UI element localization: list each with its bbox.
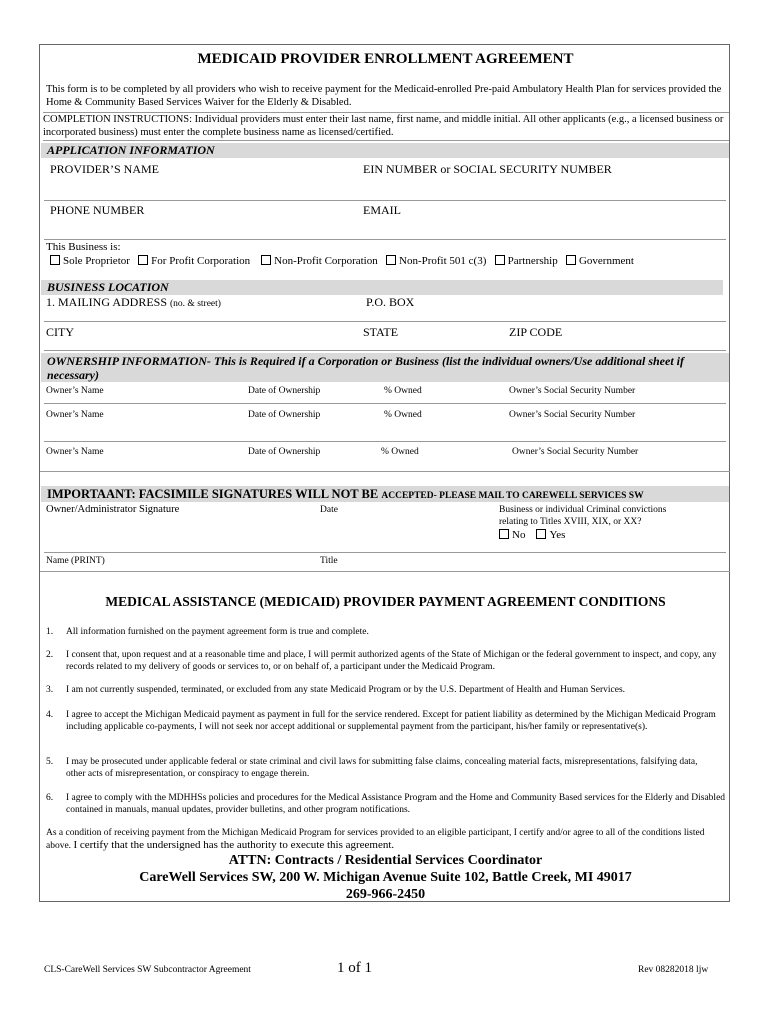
condition-item: 1. All information furnished on the payment agreement form is true and complete.: [46, 627, 369, 637]
condition-item: 3. I am not currently suspended, terminated, or excluded from any state Medicaid Program or by the U.S. Department of Health and Human Services.: [46, 685, 626, 695]
po-box-label: P.O. BOX: [366, 295, 415, 309]
provider-name-line[interactable]: [44, 200, 726, 201]
signature-line[interactable]: [44, 552, 726, 553]
owned-pct-label: % Owned: [381, 447, 419, 457]
checkbox[interactable]: [536, 529, 546, 539]
owner-ssn-label: Owner’s Social Security Number: [509, 410, 636, 420]
owner-row-line[interactable]: [44, 403, 726, 404]
ein-label: EIN NUMBER or SOCIAL SECURITY NUMBER: [363, 162, 612, 176]
application-info-header: APPLICATION INFORMATION: [41, 143, 729, 158]
title-label: Title: [320, 556, 338, 566]
opt-government[interactable]: Government: [566, 255, 634, 267]
ownership-header: OWNERSHIP INFORMATION- This is Required if a Corporation or Business (list the individual owners/Use additional sheet if necessary): [41, 353, 729, 382]
criminal-question-2: relating to Titles XVIII, XIX, or XX?: [499, 517, 642, 527]
ownership-date-label: Date of Ownership: [248, 410, 321, 420]
condition-item: 2. I consent that, upon request and at a reasonable time and place, I will permit authorized agents of the State of Michigan or the federal government to inspect, and copy, any records related to my delivery of goods or services to, or on behalf of, a participant under the Medicaid Program.: [46, 650, 717, 672]
checkbox[interactable]: [499, 529, 509, 539]
closing-statement: As a condition of receiving payment from the Michigan Medicaid Program for services provided to an eligible participant, I certify and/or agree to all of the conditions listed above. I certify that the undersigned has the authority to execute this agreement.: [46, 828, 705, 851]
city-label: CITY: [46, 325, 74, 339]
footer-left: CLS-CareWell Services SW Subcontractor Agreement: [44, 965, 251, 975]
ownership-bottom-line: [40, 471, 730, 472]
criminal-question-1: Business or individual Criminal convictions: [499, 505, 667, 515]
condition-item: 5. I may be prosecuted under applicable federal or state criminal and civil laws for submitting false claims, concealing material facts, misrepresentations, falsifying data, other acts of misrepresentation, or conspiracy to engage therein.: [46, 757, 698, 779]
condition-item: 6. I agree to comply with the MDHHSs policies and procedures for the Medical Assistance Program and the Home and Community Based services for the Elderly and Disabled contained in manuals, manual updates, provider bulletins, and other program notifications.: [46, 793, 726, 815]
owner-name-label: Owner’s Name: [46, 386, 104, 396]
checkbox[interactable]: [386, 255, 396, 265]
form-title: MEDICAID PROVIDER ENROLLMENT AGREEMENT: [197, 51, 574, 67]
state-label: STATE: [363, 325, 399, 339]
opt-501c3[interactable]: Non-Profit 501 c(3): [386, 255, 486, 267]
criminal-answer: [499, 529, 565, 541]
attn-phone: 269-966-2450: [345, 887, 426, 902]
business-location-header: BUSINESS LOCATION: [41, 280, 723, 295]
signature-warning-header: IMPORTAANT: FACSIMILE SIGNATURES WILL NOT BE ACCEPTED- PLEASE MAIL TO CAREWELL SERVICES SW: [41, 486, 729, 502]
mailing-line[interactable]: [44, 321, 726, 322]
owner-name-label: Owner’s Name: [46, 410, 104, 420]
attn-address: CareWell Services SW, 200 W. Michigan Avenue Suite 102, Battle Creek, MI 49017: [139, 870, 632, 885]
conditions-title: MEDICAL ASSISTANCE (MEDICAID) PROVIDER PAYMENT AGREEMENT CONDITIONS: [105, 594, 666, 609]
email-label: EMAIL: [363, 203, 401, 217]
opt-partnership[interactable]: Partnership: [495, 255, 558, 267]
attn-line: ATTN: Contracts / Residential Services Coordinator: [228, 853, 543, 868]
checkbox[interactable]: [138, 255, 148, 265]
owned-pct-label: % Owned: [384, 386, 422, 396]
ownership-date-label: Date of Ownership: [248, 386, 321, 396]
owned-pct-label: % Owned: [384, 410, 422, 420]
mailing-address-label: 1. MAILING ADDRESS (no. & street): [46, 295, 221, 309]
phone-line[interactable]: [44, 239, 726, 240]
opt-for-profit[interactable]: For Profit Corporation: [138, 255, 250, 267]
opt-sole-proprietor[interactable]: Sole Proprietor: [50, 255, 130, 267]
business-type-options: [50, 255, 634, 267]
ownership-date-label: Date of Ownership: [248, 447, 321, 457]
condition-item: 4. I agree to accept the Michigan Medicaid payment as payment in full for the service rendered. Except for patient liability as determined by the Michigan Medicaid Program including applicable co-payments, I will not seek nor accept additional or supplemental payment from the participant, his/her family or representative(s).: [46, 710, 716, 732]
checkbox[interactable]: [566, 255, 576, 265]
zip-label: ZIP CODE: [509, 325, 563, 339]
owner-ssn-label: Owner’s Social Security Number: [509, 386, 636, 396]
page-number: 1 of 1: [337, 960, 372, 976]
revision: Rev 08282018 ljw: [638, 965, 709, 975]
owner-ssn-label: Owner’s Social Security Number: [512, 447, 639, 457]
city-line[interactable]: [44, 350, 726, 351]
name-print-line[interactable]: [40, 571, 730, 572]
phone-label: PHONE NUMBER: [50, 203, 145, 217]
owner-row-line[interactable]: [44, 441, 726, 442]
intro-text: This form is to be completed by all providers who wish to receive payment for the Medicaid-enrolled Pre-paid Ambulatory Health Plan for services provided the Home & Community Based Services Waiver for the Elderly & Disabled.: [46, 84, 722, 108]
business-type-label: This Business is:: [46, 241, 121, 253]
form-frame: [39, 44, 730, 902]
opt-non-profit[interactable]: Non-Profit Corporation: [261, 255, 378, 267]
answer-yes[interactable]: Yes: [536, 529, 565, 541]
checkbox[interactable]: [495, 255, 505, 265]
completion-instructions: COMPLETION INSTRUCTIONS: Individual providers must enter their last name, first name, and middle initial. All other applicants (e.g., a licensed business or incorporated business) must enter the complete business name as licensed/certified.: [43, 112, 729, 141]
name-print-label: Name (PRINT): [46, 556, 105, 566]
provider-name-label: PROVIDER’S NAME: [50, 162, 160, 176]
owner-name-label: Owner’s Name: [46, 447, 104, 457]
answer-no[interactable]: No: [499, 529, 525, 541]
signature-date-label: Date: [320, 505, 338, 515]
checkbox[interactable]: [261, 255, 271, 265]
owner-signature-label: Owner/Administrator Signature: [46, 504, 180, 515]
checkbox[interactable]: [50, 255, 60, 265]
